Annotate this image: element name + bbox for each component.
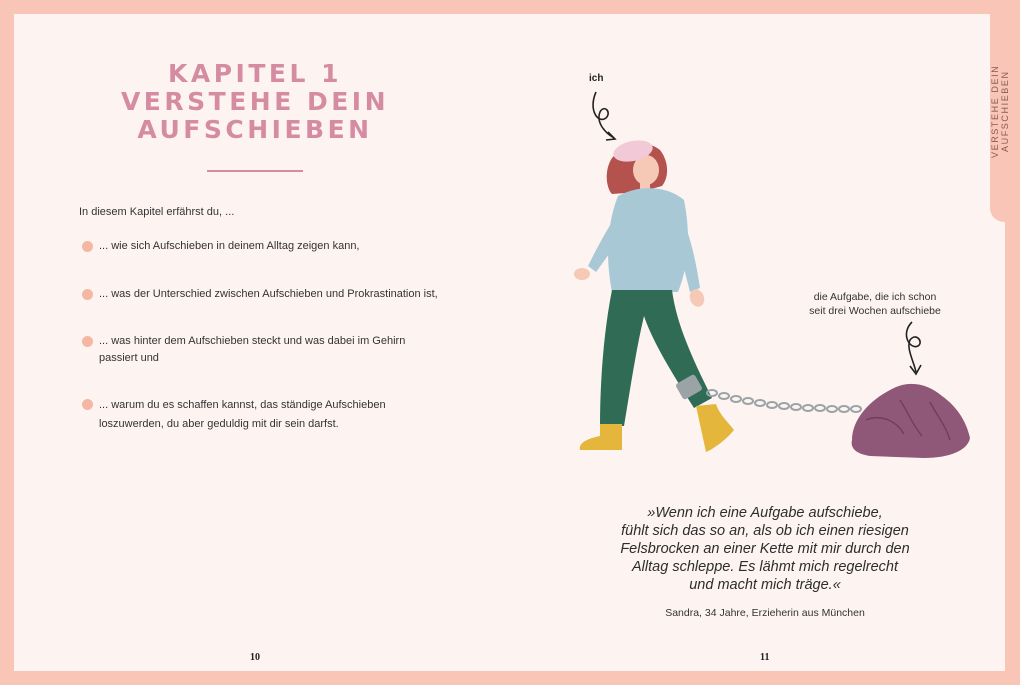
arrow-ich-icon (593, 92, 614, 138)
quote-line-1: »Wenn ich eine Aufgabe aufschiebe, (647, 505, 883, 521)
rock (852, 384, 970, 458)
bullet-item-2: ... was der Unterschied zwischen Aufschieben und Prokrastination ist, (99, 288, 438, 300)
quote-author: Sandra, 34 Jahre, Erzieherin aus München (665, 607, 865, 619)
chapter-title-line-3: AUFSCHIEBEN (137, 115, 373, 144)
quote-line-4: Alltag schleppe. Es lähmt mich regelrecht (632, 559, 898, 575)
quote-line-5: und macht mich träge.« (689, 577, 841, 593)
page-number-right: 11 (760, 652, 770, 663)
label-task-line-1: die Aufgabe, die ich schon (813, 291, 937, 303)
bullet-item-4-text: ... warum du es schaffen kannst, das ständige Aufschieben loszuwerden, du aber geduldig mit dir sein darfst. (99, 399, 386, 430)
arrow-task-icon (906, 322, 920, 372)
page-number-left: 10 (250, 652, 260, 663)
chain (707, 390, 861, 412)
testimonial-quote (595, 504, 935, 594)
label-task-line-2: seit drei Wochen aufschiebe (809, 305, 941, 317)
chapter-intro: In diesem Kapitel erfährst du, ... (79, 206, 235, 218)
bullet-item-3-text: ... was hinter dem Aufschieben steckt und was dabei im Gehirn passiert und (99, 335, 406, 364)
bullet-item-1: ... wie sich Aufschieben in deinem Alltag zeigen kann, (99, 240, 360, 252)
label-ich: ich (589, 73, 604, 84)
label-task (770, 290, 980, 318)
quote-line-3: Felsbrocken an einer Kette mit mir durch den (620, 541, 910, 557)
side-tab-label: VERSTEHE DEIN AUFSCHIEBEN (990, 64, 1010, 159)
chapter-title-line-2: VERSTEHE DEIN (120, 87, 390, 116)
quote-line-2: fühlt sich das so an, als ob ich einen riesigen (621, 523, 909, 539)
chapter-title-line-1: KAPITEL 1 (167, 59, 342, 88)
